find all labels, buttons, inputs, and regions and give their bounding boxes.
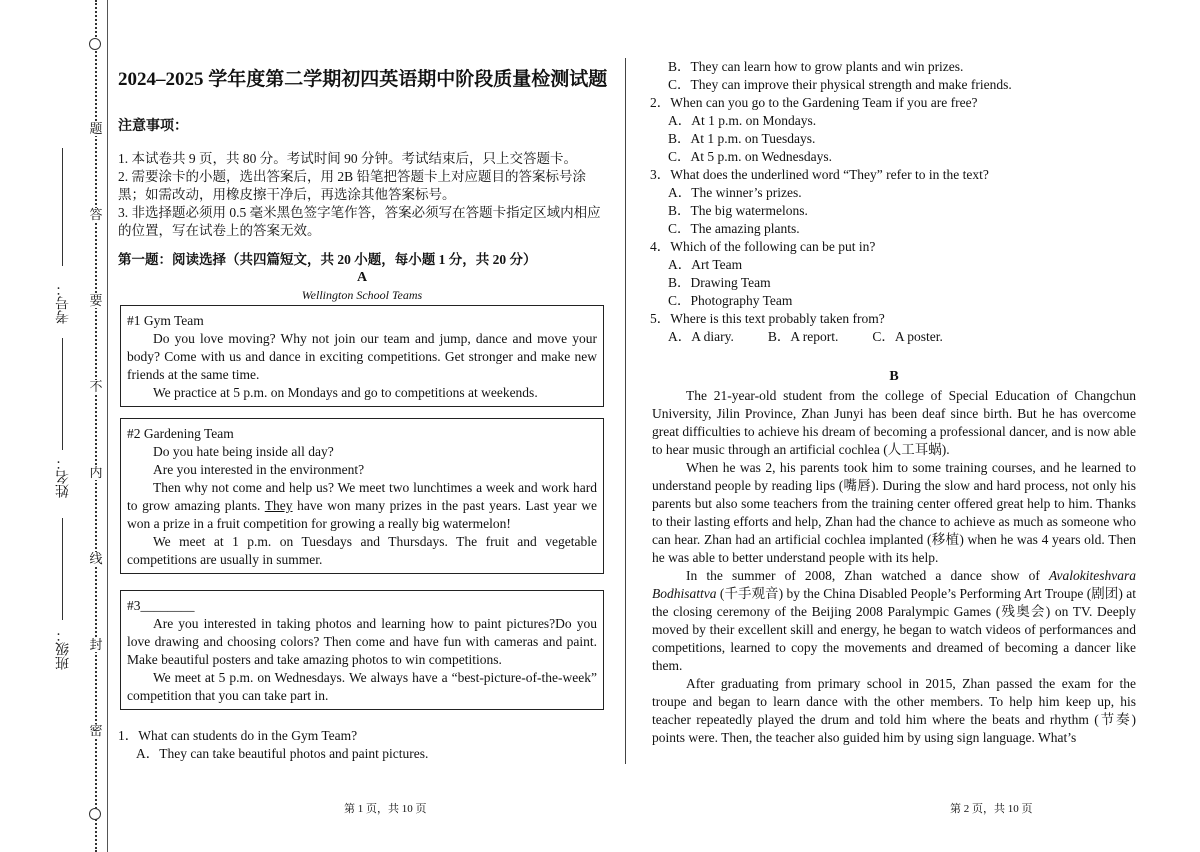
underlined-they: They: [264, 498, 293, 513]
question-5-option-a: A．A diary.: [668, 329, 734, 344]
gardening-team-box: [120, 418, 604, 574]
notice-list: [118, 150, 606, 240]
passage-b-para-1: The 21-year-old student from the college of Special Education of Changchun University, Jilin Province, Zhan Junyi has been deaf since birth. But he has overcome great difficulties to achieve his dream of becoming a professional dancer, and is now able to hear music through an artificial cochlea (人工耳蜗).: [652, 388, 1136, 457]
notice-item-3: 3. 非选择题必须用 0.5 毫米黑色签字笔作答，答案必须写在答题卡指定区域内相应的位置，写在试卷上的答案无效。: [118, 205, 601, 238]
question-1: 1．What can students do in the Gym Team?: [118, 728, 358, 743]
question-2: 2．When can you go to the Gardening Team if you are free?: [650, 95, 978, 110]
question-5-option-b: B．A report.: [767, 329, 839, 344]
seal-char-8: 题: [89, 121, 103, 136]
team-3-title: #3________: [127, 598, 195, 613]
class-label: 班级：: [56, 628, 71, 670]
question-2-option-b: B．At 1 p.m. on Tuesdays.: [668, 131, 816, 146]
gym-team-box: [120, 305, 604, 407]
team-3-para-2: We meet at 5 p.m. on Wednesdays. We always have a “best-picture-of-the-week” competition that you can take part in.: [127, 670, 597, 703]
gardening-para-3b: have won many prizes in the past years. Last year we won a prize in a fruit competition for growing a really big watermelon!: [127, 498, 597, 531]
footer-page-1: 第 1 页，共 10 页: [344, 803, 427, 815]
passage-b-para-4: After graduating from primary school in 2015, Zhan passed the exam for the troupe and began to learn dance with the other members. To help him keep up, his teacher repeatedly played the drum and told him where the beats and rhythm (节奏) points were. Then, the teacher also guided him by using sign language. What’s: [652, 676, 1136, 745]
passage-a-subtitle: Wellington School Teams: [301, 288, 423, 302]
question-1-option-a: A．They can take beautiful photos and paint pictures.: [136, 746, 429, 761]
passage-b-para-3a: In the summer of 2008, Zhan watched a dance show of: [686, 568, 1050, 583]
gardening-para-3: [127, 479, 597, 533]
seal-circle-bottom: [89, 808, 101, 820]
dance-show-title: Avalokiteshvara Bodhisattva: [652, 568, 1136, 601]
column-divider: [625, 58, 626, 764]
team-3-box: [120, 590, 604, 710]
gardening-para-4: We meet at 1 p.m. on Tuesdays and Thursdays. The fruit and vegetable competitions are usually in summer.: [127, 534, 597, 567]
gym-team-para-1: Do you love moving? Why not join our team and jump, dance and move your body? Come with us and dance in exciting competitions. Get stronger and make new friends at the same time.: [127, 331, 597, 382]
question-4-option-b: B．Drawing Team: [668, 275, 771, 290]
question-4: 4．Which of the following can be put in?: [650, 239, 876, 254]
page-title: 2024–2025 学年度第二学期初四英语期中阶段质量检测试题: [118, 69, 608, 90]
passage-b-para-3b: (千手观音) by the China Disabled People’s Performing Art Troupe (剧团) at the closing ceremony of the Beijing 2008 Paralympic Games (残奥会) on TV. Deeply moved by their excellent skill and energy, he began to watch videos of performances and competitions, learned to copy the movements and dreamed of becoming a dancer like them.: [652, 586, 1136, 673]
question-3: 3．What does the underlined word “They” refer to in the text?: [650, 167, 989, 182]
gardening-team-title: #2 Gardening Team: [127, 426, 234, 441]
questions-block: [650, 58, 1138, 346]
seal-char-7: 答: [89, 207, 103, 222]
question-2-option-c: C．At 5 p.m. on Wednesdays.: [668, 149, 833, 164]
passage-b: [652, 387, 1136, 747]
seal-char-5: 不: [89, 379, 103, 394]
passage-b-para-2: When he was 2, his parents took him to some training courses, and he learned to understand people by reading lips (嘴唇). During the slow and hard process, not only his parents but also some teachers from the training center offered great help to him. Thanks to their lasting efforts and help, Zhan had the chance to achieve as much as someone who can hear. Zhan had an artificial cochlea implanted (移植) when he was 4 years old. Then he was able to better understand people with its help.: [652, 460, 1136, 565]
passage-b-letter: B: [889, 369, 899, 384]
binding-gutter: [0, 0, 110, 852]
question-2-option-a: A．At 1 p.m. on Mondays.: [668, 113, 817, 128]
team-3-para-1: Are you interested in taking photos and learning how to paint pictures?Do you love drawing and choosing colors? Then come and have fun with cameras and paint. Make beautiful posters and take amazing photos to win competitions.: [127, 616, 597, 667]
seal-char-4: 内: [89, 465, 103, 480]
seal-solid-line: [107, 0, 108, 852]
passage-b-para-3: [652, 567, 1136, 675]
gym-team-title: #1 Gym Team: [127, 313, 204, 328]
question-3-option-c: C．The amazing plants.: [668, 221, 800, 236]
question-3-option-a: A．The winner’s prizes.: [668, 185, 802, 200]
seal-char-6: 要: [89, 293, 103, 308]
class-line: [62, 518, 63, 620]
question-5-option-c: C．A poster.: [872, 329, 943, 344]
gardening-line-1: Do you hate being inside all day?: [153, 444, 334, 459]
question-4-option-c: C．Photography Team: [668, 293, 793, 308]
gardening-line-2: Are you interested in the environment?: [153, 462, 365, 477]
notice-item-2: 2. 需要涂卡的小题，选出答案后，用 2B 铅笔把答题卡上对应题目的答案标号涂黑；如需改动，用橡皮擦干净后，再选涂其他答案标号。: [118, 169, 587, 202]
seal-char-1: 密: [89, 723, 103, 738]
footer-page-2: 第 2 页，共 10 页: [950, 803, 1033, 815]
seal-char-2: 封: [89, 637, 103, 652]
question-1-option-c: C．They can improve their physical strength and make friends.: [668, 77, 1012, 92]
notice-heading: 注意事项：: [118, 119, 188, 134]
exam-number-label: 考号：: [56, 282, 71, 324]
notice-item-1: 1. 本试卷共 9 页，共 80 分。考试时间 90 分钟。考试结束后，只上交答题卡。: [118, 151, 577, 166]
question-1-option-b: B．They can learn how to grow plants and win prizes.: [668, 59, 964, 74]
question-4-option-a: A．Art Team: [668, 257, 743, 272]
seal-char-3: 线: [89, 551, 103, 566]
name-line: [62, 338, 63, 450]
question-5-options: [650, 328, 1138, 346]
question-1-block: [118, 727, 606, 763]
section-heading: 第一题：阅读选择（共四篇短文，共 20 小题，每小题 1 分，共 20 分）: [118, 252, 537, 267]
name-label: 姓名：: [56, 456, 71, 498]
question-3-option-b: B．The big watermelons.: [668, 203, 808, 218]
exam-number-line: [62, 148, 63, 266]
gardening-para-3a: Then why not come and help us? We meet two lunchtimes a week and work hard to grow amazing plants.: [127, 480, 597, 513]
gym-team-para-2: We practice at 5 p.m. on Mondays and go to competitions at weekends.: [153, 385, 538, 400]
question-5: 5．Where is this text probably taken from?: [650, 311, 885, 326]
passage-a-letter: A: [356, 270, 368, 285]
seal-circle-top: [89, 38, 101, 50]
